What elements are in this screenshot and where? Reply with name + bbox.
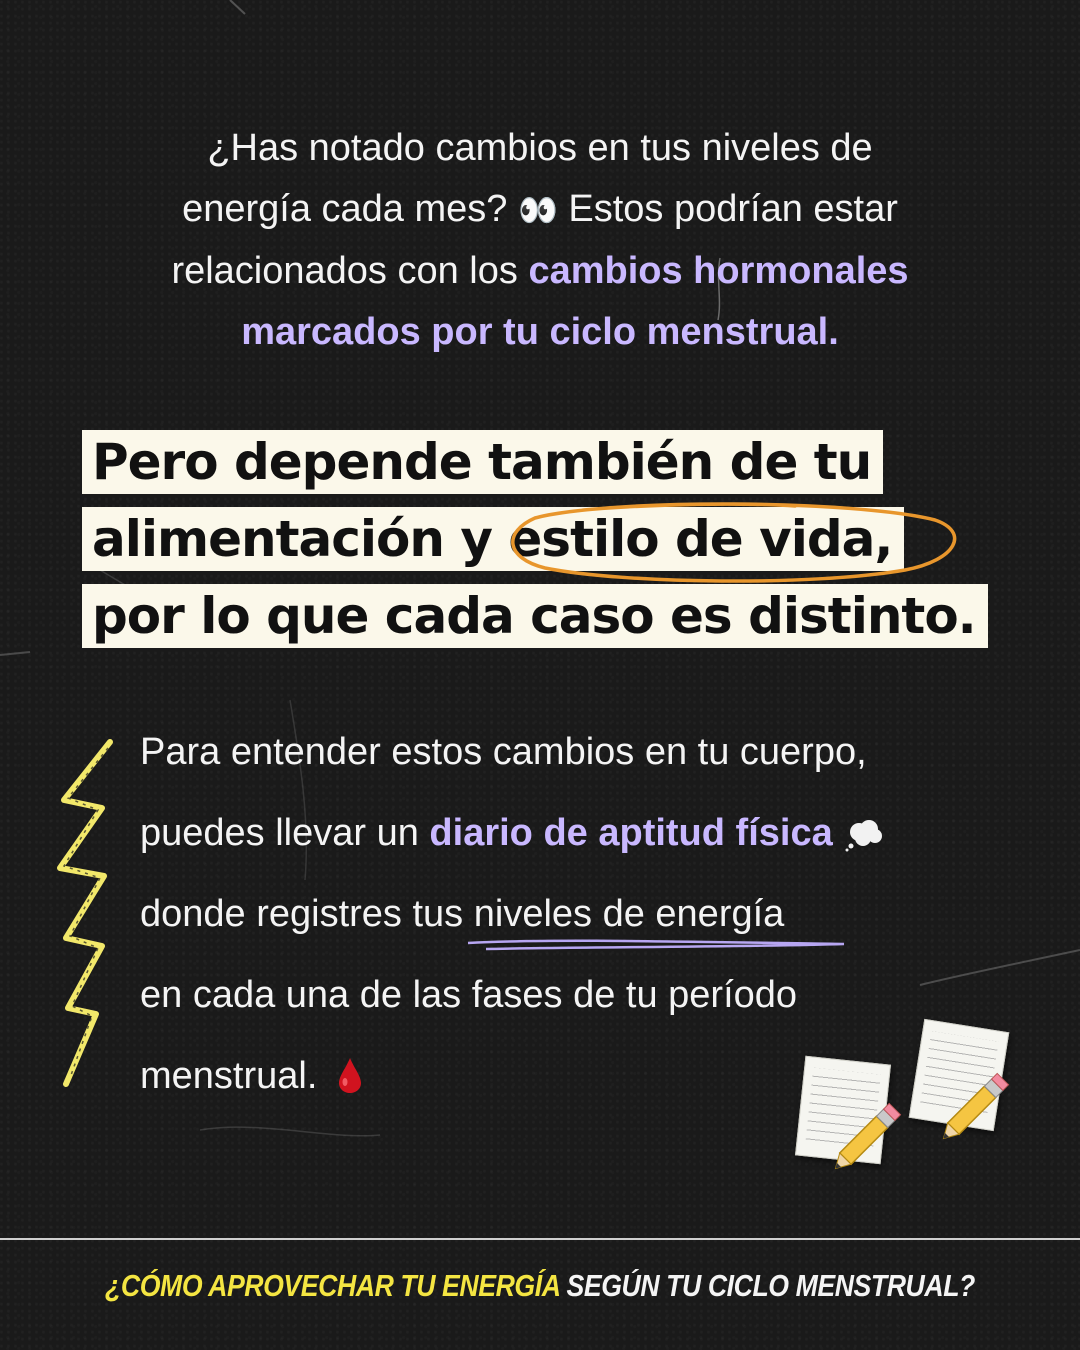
body-line-1: Para entender estos cambios en tu cuerpo, bbox=[140, 731, 867, 773]
intro-line-3a: relacionados con los bbox=[171, 250, 518, 292]
highlight-hormonal-changes: cambios hormonales bbox=[528, 250, 909, 292]
intro-paragraph bbox=[90, 118, 990, 363]
purple-underline-scribble bbox=[466, 935, 846, 951]
footer-title bbox=[76, 1268, 1005, 1304]
body-line-4: en cada una de las fases de tu período bbox=[140, 974, 798, 1016]
footer-title-yellow: ¿CÓMO APROVECHAR TU ENERGÍA bbox=[105, 1268, 560, 1303]
intro-line-2a: energía cada mes? bbox=[182, 188, 508, 230]
orange-circle-annotation bbox=[495, 498, 965, 584]
pencil-icon bbox=[936, 1066, 1016, 1146]
footer-title-white: SEGÚN TU CICLO MENSTRUAL? bbox=[566, 1268, 975, 1303]
body-line-2a: puedes llevar un bbox=[140, 812, 419, 854]
body-line-5: menstrual. bbox=[140, 1055, 318, 1097]
intro-line-2b: Estos podrían estar bbox=[568, 188, 898, 230]
body-line-3a: donde registres tus bbox=[140, 893, 464, 935]
headline-line-2: alimentación y estilo de vida, bbox=[82, 507, 904, 571]
highlight-menstrual-cycle: marcados por tu ciclo menstrual. bbox=[241, 311, 839, 353]
energy-levels-text: niveles de energía bbox=[473, 893, 785, 935]
yellow-zigzag-doodle bbox=[52, 738, 122, 1093]
underlined-energy-levels bbox=[474, 874, 785, 955]
pencil-icon bbox=[828, 1096, 908, 1176]
headline-line-1: Pero depende también de tu bbox=[82, 430, 883, 494]
blood-drop-icon bbox=[336, 1056, 364, 1094]
headline-line-3: por lo que cada caso es distinto. bbox=[82, 584, 988, 648]
body-paragraph bbox=[140, 712, 1020, 1117]
thought-balloon-icon bbox=[845, 818, 885, 852]
footer-divider bbox=[0, 1238, 1080, 1240]
highlight-fitness-journal: diario de aptitud física bbox=[429, 812, 833, 854]
intro-line-1: ¿Has notado cambios en tus niveles de bbox=[207, 127, 873, 169]
eyes-emoji: 👀 bbox=[517, 192, 558, 228]
